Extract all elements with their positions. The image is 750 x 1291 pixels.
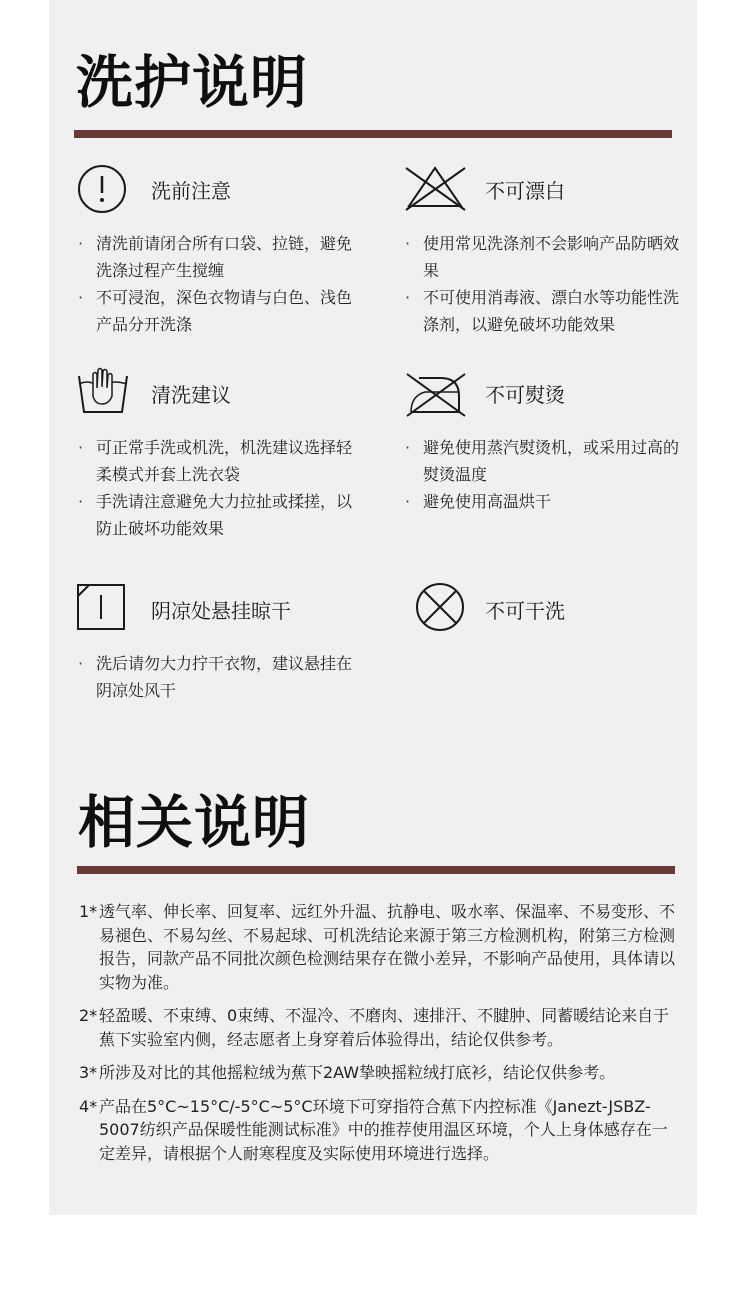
care-item-bullets: [76, 650, 366, 704]
exclamation-circle-icon: [76, 162, 130, 216]
care-item-bullets: [76, 230, 366, 338]
notes-list: [79, 900, 679, 1175]
bullet-text: · 避免使用高温烘干: [403, 488, 683, 515]
care-heading: 洗护说明: [76, 50, 308, 116]
bullet-text: · 可正常手洗或机洗，机洗建议选择轻柔模式并套上洗衣袋: [76, 434, 366, 488]
bullet-text: · 使用常见洗涤剂不会影响产品防晒效果: [403, 230, 683, 284]
bullet-text: · 避免使用蒸汽熨烫机，或采用过高的熨烫温度: [403, 434, 683, 488]
note-item: [79, 1095, 679, 1166]
care-divider: [74, 130, 672, 138]
no-bleach-icon: [403, 162, 467, 216]
care-item-title: 洗前注意: [151, 179, 231, 203]
bullet-text: · 不可使用消毒液、漂白水等功能性洗涤剂，以避免破坏功能效果: [403, 284, 683, 338]
notes-heading: 相关说明: [78, 790, 310, 856]
no-dry-clean-icon: [413, 580, 467, 634]
line-dry-shade-icon: [76, 582, 130, 636]
note-number: 1*: [79, 902, 98, 921]
note-text: 透气率、伸长率、回复率、远红外升温、抗静电、吸水率、保温率、不易变形、不易褪色、不易勾丝、不易起球、可机洗结论来源于第三方检测机构，附第三方检测报告，同款产品不同批次颜色检测结果存在微小差异，不影响产品使用，具体请以实物为准。: [99, 902, 676, 992]
care-item-title: 不可漂白: [485, 179, 565, 203]
care-item-bullets: [403, 230, 683, 338]
care-item-bullets: [403, 434, 683, 515]
note-number: 4*: [79, 1096, 98, 1116]
notes-divider: [77, 866, 675, 874]
care-item-title: 阴凉处悬挂晾干: [151, 599, 291, 623]
note-text: 产品在5°C~15°C/-5°C~5°C环境下可穿指符合蕉下内控标准《Janezt-JSBZ-5007纺织产品保暖性能测试标准》中的推荐使用温区环境，个人上身体感存在一定差异，请根据个人耐寒程度及实际使用环境进行选择。: [99, 1096, 668, 1163]
note-text: 轻盈暖、不束缚、0束缚、不湿冷、不磨肉、速排汗、不腱肿、同蓄暖结论来自于蕉下实验室内侧，经志愿者上身穿着后体验得出，结论仅供参考。: [99, 1006, 670, 1049]
note-text: 所涉及对比的其他摇粒绒为蕉下2AW挚映摇粒绒打底衫，结论仅供参考。: [99, 1063, 616, 1082]
care-item-title: 不可干洗: [485, 599, 565, 623]
care-item-title: 清洗建议: [151, 383, 231, 407]
note-item: [79, 900, 679, 994]
note-item: [79, 1004, 679, 1051]
bullet-text: · 不可浸泡，深色衣物请与白色、浅色产品分开洗涤: [76, 284, 366, 338]
hand-wash-icon: [76, 366, 130, 420]
note-number: 2*: [79, 1006, 98, 1025]
bullet-text: · 清洗前请闭合所有口袋、拉链，避免洗涤过程产生搅缠: [76, 230, 366, 284]
no-iron-icon: [403, 366, 467, 420]
bullet-text: · 洗后请勿大力拧干衣物，建议悬挂在阴凉处风干: [76, 650, 366, 704]
bullet-text: · 手洗请注意避免大力拉扯或揉搓，以防止破坏功能效果: [76, 488, 366, 542]
note-number: 3*: [79, 1063, 98, 1082]
care-item-title: 不可熨烫: [485, 383, 565, 407]
note-item: [79, 1061, 679, 1085]
care-item-bullets: [76, 434, 366, 542]
